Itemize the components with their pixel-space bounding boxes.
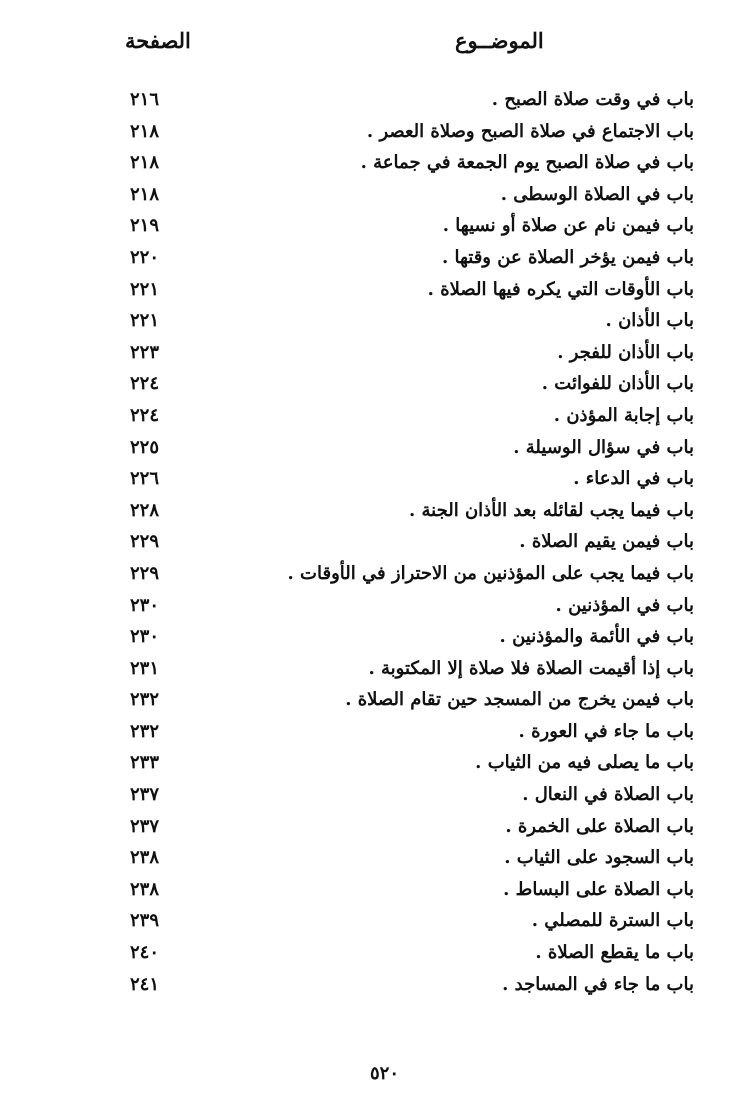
entry-title: باب الصلاة على البساط . [503,878,694,900]
entry-title: باب في صلاة الصبح يوم الجمعة في جماعة . [360,152,694,174]
entry-page-number: ٢٢٨ [130,499,160,521]
index-entry [0,276,754,308]
index-entry [0,118,754,150]
index-entry [0,465,754,497]
index-entry [0,623,754,655]
entry-title: باب السترة للمصلي . [531,910,694,932]
index-entry [0,86,754,118]
entry-title: باب في سؤال الوسيلة . [513,436,694,458]
index-entry [0,592,754,624]
entry-title: باب فيمن يخرج من المسجد حين تقام الصلاة . [345,689,694,711]
entry-page-number: ٢٣٣ [130,752,160,774]
entry-page-number: ٢٣٩ [130,910,160,932]
entry-page-number: ٢٢٩ [130,562,160,584]
entry-page-number: ٢٤١ [130,973,160,995]
index-entry [0,212,754,244]
table-header [0,28,754,68]
index-entry [0,244,754,276]
entry-page-number: ٢٣٧ [130,784,160,806]
entry-title: باب الصلاة في النعال . [522,784,694,806]
entry-title: باب ما جاء في المساجد . [502,973,694,995]
entry-page-number: ٢١٨ [130,183,160,205]
index-entry [0,718,754,750]
entry-page-number: ٢٣٧ [130,815,160,837]
entry-title: باب ما يقطع الصلاة . [535,942,694,964]
index-entry [0,528,754,560]
entry-title: باب في الأئمة والمؤذنين . [499,626,694,648]
entry-title: باب في الصلاة الوسطى . [500,183,694,205]
index-entry [0,497,754,529]
entry-page-number: ٢٢١ [130,310,160,332]
entry-page-number: ٢٢٠ [130,246,160,268]
topic-column-header: الموضــوع [455,28,544,53]
entry-title: باب إذا أقيمت الصلاة فلا صلاة إلا المكتوبة . [368,657,694,679]
entry-title: باب فيمن يؤخر الصلاة عن وقتها . [441,246,694,268]
index-entry [0,844,754,876]
entry-title: باب الأذان للفوائت . [541,373,694,395]
entry-page-number: ٢٣٠ [130,594,160,616]
entry-page-number: ٢٢٤ [130,373,160,395]
index-entry [0,749,754,781]
entry-title: باب في وقت صلاة الصبح . [491,89,694,110]
entry-page-number: ٢٢٤ [130,404,160,426]
entry-page-number: ٢٤٠ [130,942,160,964]
entry-page-number: ٢٣٢ [130,720,160,742]
entry-title: باب ما جاء في العورة . [518,720,694,742]
entry-page-number: ٢١٩ [130,215,160,237]
entry-title: باب في المؤذنين . [555,594,694,616]
entry-title: باب فيما يجب لقائله بعد الأذان الجنة . [408,499,694,521]
index-entry [0,813,754,845]
index-entry [0,339,754,371]
entry-page-number: ٢٣٢ [130,689,160,711]
entry-page-number: ٢٣٠ [130,626,160,648]
entry-title: باب فيمن نام عن صلاة أو نسيها . [442,215,694,237]
entry-title: باب ما يصلى فيه من الثياب . [475,752,694,774]
entry-title: باب في الدعاء . [573,468,694,490]
index-entry [0,876,754,908]
entry-title: باب إجابة المؤذن . [553,404,694,426]
index-entry [0,149,754,181]
index-entries-list [0,86,754,1002]
index-entry [0,181,754,213]
entry-page-number: ٢٣٨ [130,847,160,869]
index-entry [0,307,754,339]
entry-page-number: ٢٣٨ [130,878,160,900]
entry-page-number: ٢٢٣ [130,341,160,363]
entry-title: باب الاجتماع في صلاة الصبح وصلاة العصر . [366,120,694,142]
entry-page-number: ٢٣١ [130,657,160,679]
entry-title: باب الأذان . [605,310,694,332]
index-entry [0,686,754,718]
page-column-header: الصفحة [125,28,191,53]
index-entry [0,560,754,592]
entry-page-number: ٢٢٩ [130,531,160,553]
index-entry [0,402,754,434]
entry-title: باب السجود على الثياب . [504,847,694,869]
index-entry [0,971,754,1003]
index-entry [0,907,754,939]
page-number: ٥٢٠ [370,1063,400,1084]
index-entry [0,939,754,971]
index-entry [0,434,754,466]
entry-page-number: ٢١٨ [130,120,160,142]
index-entry [0,655,754,687]
index-entry [0,370,754,402]
entry-page-number: ٢٢٦ [130,468,160,490]
entry-title: باب الأوقات التي يكره فيها الصلاة . [427,278,694,300]
entry-page-number: ٢٢١ [130,278,160,300]
entry-page-number: ٢١٦ [130,89,160,110]
entry-title: باب الأذان للفجر . [557,341,694,363]
index-entry [0,781,754,813]
entry-page-number: ٢٢٥ [130,436,160,458]
entry-page-number: ٢١٨ [130,152,160,174]
entry-title: باب فيما يجب على المؤذنين من الاحتراز في الأوقات . [287,562,694,584]
entry-title: باب فيمن يقيم الصلاة . [519,531,694,553]
entry-title: باب الصلاة على الخمرة . [505,815,694,837]
